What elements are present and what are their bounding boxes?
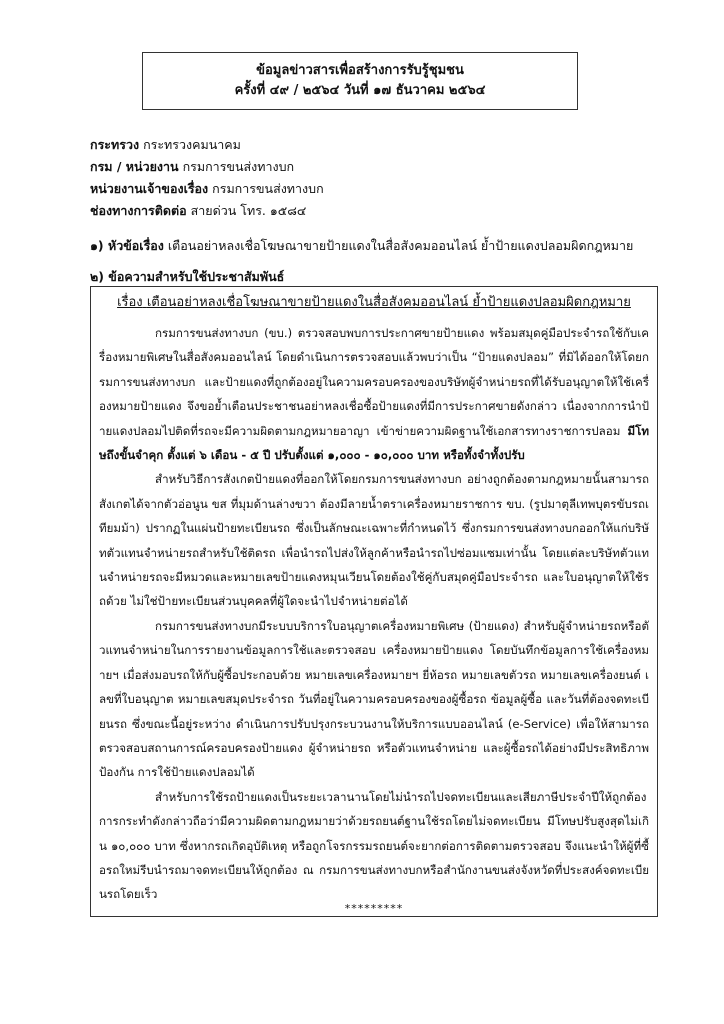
issue-line: ครั้งที่ ๔๙ / ๒๕๖๔ วันที่ ๑๗ ธันวาคม ๒๕๖๔ — [234, 83, 486, 98]
ministry-value: กระทรวงคมนาคม — [143, 137, 241, 152]
subject-row — [90, 236, 633, 256]
contact-label: ช่องทางการติดต่อ — [90, 203, 187, 218]
owner-label: หน่วยงานเจ้าของเรื่อง — [90, 181, 209, 196]
penalty-text: มีโทษถึงขั้นจำคุก ตั้งแต่ ๖ เดือน - ๕ ปี ปรับตั้งแต่ ๑,๐๐๐ - ๑๐,๐๐๐ บาท หรือทั้งจำทั้งปรับ — [99, 423, 649, 463]
department-label: กรม / หน่วยงาน — [90, 159, 179, 174]
document-title: ข้อมูลข่าวสารเพื่อสร้างการรับรู้ชุมชน — [256, 63, 464, 78]
header-box — [142, 52, 578, 110]
paragraph-2: สำหรับวิธีการสังเกตป้ายแดงที่ออกให้โดยกรมการขนส่งทางบก อย่างถูกต้องตามกฎหมายนั้นสามารถสังเกตได้จากตัวอ่อนูน ขส ที่มุมด้านล่างขวา ต้องมีลายน้ำตราเครื่องหมายราชการ ขบ. (รูปมาตุลีเทพบุตรขับรถเทียมม้า) ปรากฏในแผ่นป้ายทะเบียนรถ ซึ่งเป็นลักษณะเฉพาะที่กำหนดไว้ ซึ่งกรมการขนส่งทางบกออกให้แก่บริษัทตัวแทนจำหน่ายรถสำหรับใช้ติดรถ เพื่อนำรถไปส่งให้ลูกค้าหรือนำรถไปซ่อมแซมเท่านั้น โดยแต่ละบริษัทตัวแทนจำหน่ายรถจะมีหมวดและหมายเลขป้ายแดงหมุนเวียนโดยต้องใช้คู่กับสมุดคู่มือประจำรถ และใบอนุญาตให้ใช้รถด้วย ไม่ใช่ป้ายทะเบียนส่วนบุคคลที่ผู้ใดจะนำไปจำหน่ายต่อได้ — [99, 472, 649, 609]
paragraph-3: กรมการขนส่งทางบกมีระบบบริการใบอนุญาตเครื่องหมายพิเศษ (ป้ายแดง) สำหรับผู้จำหน่ายรถหรือตัวแทนจำหน่ายในการรายงานข้อมูลการใช้และตรวจสอบ เครื่องหมายป้ายแดง โดยบันทึกข้อมูลการใช้เครื่องหมายฯ เมื่อส่งมอบรถให้กับผู้ซื้อประกอบด้วย หมายเลขเครื่องหมายฯ ยี่ห้อรถ หมายเลขตัวรถ หมายเลขเครื่องยนต์ เลขที่ใบอนุญาต หมายเลขสมุดประจำรถ วันที่อยู่ในความครอบครองของผู้ซื้อรถ ข้อมูลผู้ซื้อ และวันที่ต้องจดทะเบียนรถ ซึ่งขณะนี้อยู่ระหว่าง ดำเนินการปรับปรุงกระบวนงานให้บริการแบบออนไลน์ (e-Service) เพื่อให้สามารถตรวจสอบสถานการณ์ครอบครองป้ายแดง ผู้จำหน่ายรถ หรือตัวแทนจำหน่าย และผู้ซื้อรถได้อย่างมีประสิทธิภาพ ป้องกัน การใช้ป้ายแดงปลอมได้ — [99, 618, 649, 780]
meta-section — [90, 134, 650, 222]
meta-contact — [90, 200, 650, 222]
ministry-label: กระทรวง — [90, 137, 140, 152]
pr-title — [99, 293, 649, 313]
meta-ministry — [90, 134, 650, 156]
meta-owner — [90, 178, 650, 200]
paragraph-1 — [99, 321, 649, 467]
paragraph-1-text: กรมการขนส่งทางบก (ขบ.) ตรวจสอบพบการประกาศขายป้ายแดง พร้อมสมุดคู่มือประจำรถใช้กับเครื่องหมายพิเศษในสื่อสังคมออนไลน์ โดยดำเนินการตรวจสอบแล้วพบว่าเป็น “ป้ายแดงปลอม” ที่มิได้ออกให้โดยกรมการขนส่งทางบก และป้ายแดงที่ถูกต้องอยู่ในความครอบครองของบริษัทผู้จำหน่ายรถที่ได้รับอนุญาตให้ใช้เครื่องหมายป้ายแดง จึงขอย้ำเตือนประชาชนอย่าหลงเชื่อซื้อป้ายแดงที่มีการประกาศขายดังกล่าว เนื่องจากการนำป้ายแดงปลอมไปติดที่รถจะมีความผิดตามกฎหมายอาญา เข้าข่ายความผิดฐานใช้เอกสารทางราชการปลอม — [99, 326, 649, 438]
subject-label: ๑) หัวข้อเรื่อง — [90, 238, 164, 253]
end-mark: ********* — [344, 902, 404, 915]
paragraph-4: สำหรับการใช้รถป้ายแดงเป็นระยะเวลานานโดยไม่นำรถไปจดทะเบียนและเสียภาษีประจำปีให้ถูกต้อง การกระทำดังกล่าวถือว่ามีความผิดตามกฎหมายว่าด้วยรถยนต์ฐานใช้รถโดยไม่จดทะเบียน มีโทษปรับสูงสุดไม่เกิน ๑๐,๐๐๐ บาท ซึ่งหากรถเกิดอุบัติเหตุ หรือถูกโจรกรรมรถยนต์จะยากต่อการติดตามตรวจสอบ จึงแนะนำให้ผู้ที่ซื้อรถใหม่รีบนำรถมาจดทะเบียนให้ถูกต้อง ณ กรมการขนส่งทางบกหรือสำนักงานขนส่งจังหวัดที่ประสงค์จดทะเบียนรถโดยเร็ว — [99, 789, 649, 902]
pr-box — [90, 286, 658, 917]
contact-value: สายด่วน โทร. ๑๕๘๔ — [190, 203, 307, 218]
pr-title-label: เรื่อง — [117, 295, 143, 310]
meta-department — [90, 156, 650, 178]
department-value: กรมการขนส่งทางบก — [182, 159, 295, 174]
subject-value: เตือนอย่าหลงเชื่อโฆษณาขายป้ายแดงในสื่อสังคมออนไลน์ ย้ำป้ายแดงปลอมผิดกฎหมาย — [167, 238, 634, 253]
owner-value: กรมการขนส่งทางบก — [212, 181, 324, 196]
pr-title-value: เตือนอย่าหลงเชื่อโฆษณาขายป้ายแดงในสื่อสังคมออนไลน์ ย้ำป้ายแดงปลอมผิดกฎหมาย — [146, 295, 631, 310]
pr-heading: ๒) ข้อความสำหรับใช้ประชาสัมพันธ์ — [90, 269, 285, 284]
